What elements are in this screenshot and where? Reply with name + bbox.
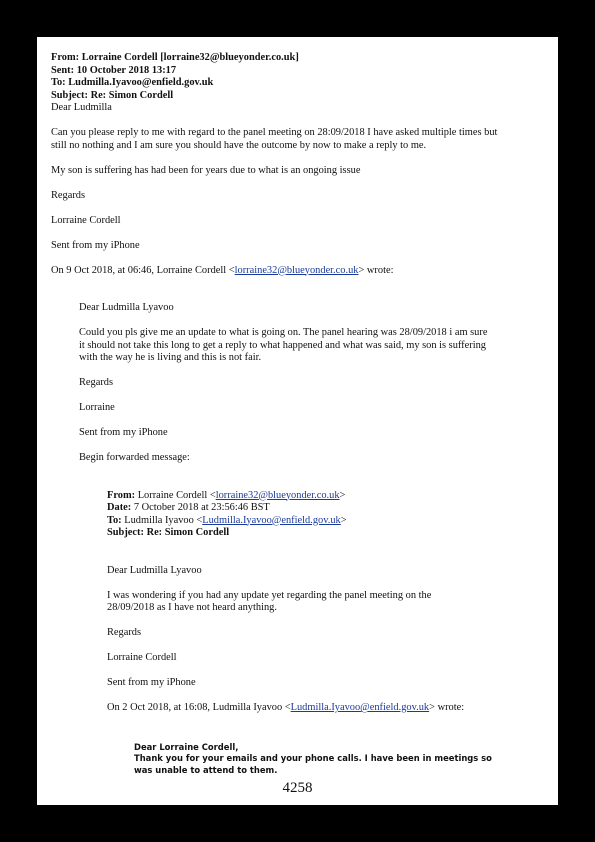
fwd-date: Date: 7 October 2018 at 23:56:46 BST bbox=[107, 502, 270, 513]
fwd-greeting: Dear Ludmilla Lyavoo bbox=[107, 564, 202, 576]
reply-message bbox=[134, 742, 551, 777]
message1-sent-from: Sent from my iPhone bbox=[51, 239, 140, 251]
header-sent: Sent: 10 October 2018 13:17 bbox=[51, 64, 177, 76]
quoted-message-1 bbox=[79, 302, 551, 490]
message2-greeting: Dear Ludmilla Lyavoo bbox=[79, 302, 174, 313]
greeting: Dear Ludmilla bbox=[51, 102, 112, 113]
sender: Lorraine Cordell [lorraine32@blueyonder.co.uk] bbox=[81, 52, 299, 63]
message1-regards: Regards bbox=[51, 189, 86, 201]
page-number: 4258 bbox=[282, 780, 313, 796]
email-link[interactable]: lorraine32@blueyonder.co.uk bbox=[215, 489, 340, 501]
message1-para2: My son is suffering has had been for years due to what is an ongoing issue bbox=[51, 164, 361, 176]
quote-intro-2: On 2 Oct 2018, at 16:08, Ludmilla Iyavoo <Ludmilla.Iyavoo@enfield.gov.uk> wrote: bbox=[107, 702, 465, 713]
email-link[interactable]: Ludmilla.Iyavoo@enfield.gov.uk bbox=[202, 514, 341, 526]
email-header bbox=[51, 52, 551, 102]
message1-signature: Lorraine Cordell bbox=[51, 214, 121, 226]
fwd-from: From: Lorraine Cordell <lorraine32@blueyonder.co.uk> bbox=[107, 489, 346, 501]
fwd-sent-from: Sent from my iPhone bbox=[107, 677, 196, 688]
header-from: From: Lorraine Cordell [lorraine32@blueyonder.co.uk] bbox=[51, 52, 299, 63]
message2-para: Could you pls give me an update to what is going on. The panel hearing was 28/09/2018 i am sure it should not take this long to get a reply to what happened and what was said, my son is suffering with the way he is living and this is not fair. bbox=[79, 327, 488, 363]
email-body bbox=[51, 52, 551, 776]
forwarded-message bbox=[107, 490, 551, 715]
document-page bbox=[37, 37, 558, 805]
fwd-regards: Regards bbox=[107, 627, 142, 638]
fwd-para: I was wondering if you had any update yet regarding the panel meeting on the 28/09/2018 as I have not heard anything. bbox=[107, 589, 432, 613]
fwd-subject: Subject: Re: Simon Cordell bbox=[107, 527, 230, 538]
reply-line2: was unable to attend to them. bbox=[134, 764, 278, 775]
email-link[interactable]: Ludmilla.Iyavoo@enfield.gov.uk bbox=[290, 702, 430, 713]
fwd-to: To: Ludmilla Iyavoo <Ludmilla.Iyavoo@enfield.gov.uk> bbox=[107, 514, 347, 526]
message2-signature: Lorraine bbox=[79, 402, 115, 413]
email-link[interactable]: lorraine32@blueyonder.co.uk bbox=[234, 264, 359, 276]
message1-para1: Can you please reply to me with regard to the panel meeting on 28:09/2018 I have asked multiple times but still no nothing and I am sure you should have the outcome by now to make a reply to me. bbox=[51, 127, 498, 151]
recipient: Ludmilla.Iyavoo@enfield.gov.uk bbox=[68, 77, 214, 88]
message2-sent-from: Sent from my iPhone bbox=[79, 427, 168, 438]
header-subject: Subject: Re: Simon Cordell bbox=[51, 89, 174, 101]
sent-date: 10 October 2018 13:17 bbox=[76, 64, 177, 76]
reply-greeting: Dear Lorraine Cordell, bbox=[134, 741, 239, 752]
forwarded-label: Begin forwarded message: bbox=[79, 452, 190, 463]
quote-intro-1: On 9 Oct 2018, at 06:46, Lorraine Cordell <lorraine32@blueyonder.co.uk> wrote: bbox=[51, 264, 394, 276]
fwd-signature: Lorraine Cordell bbox=[107, 652, 177, 663]
message2-regards: Regards bbox=[79, 377, 114, 388]
reply-line1: Thank you for your emails and your phone calls. I have been in meetings so bbox=[134, 753, 492, 763]
header-to: To: Ludmilla.Iyavoo@enfield.gov.uk bbox=[51, 77, 214, 88]
subject: Re: Simon Cordell bbox=[90, 89, 174, 101]
